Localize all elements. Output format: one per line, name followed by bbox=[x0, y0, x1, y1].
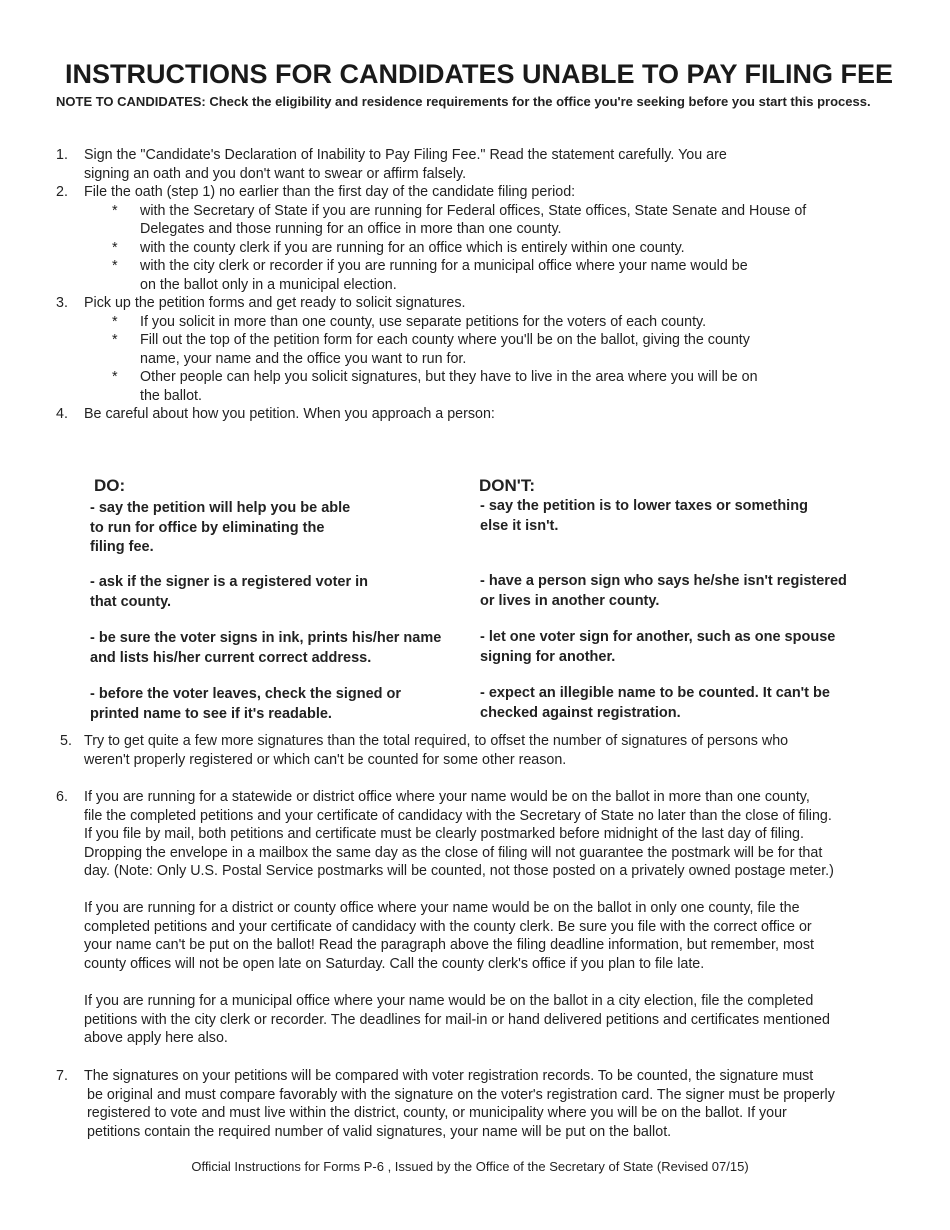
do-item-1 bbox=[90, 499, 350, 558]
dont-line: - have a person sign who says he/she isn't registered bbox=[480, 573, 847, 589]
item-text: Pick up the petition forms and get ready to solicit signatures. bbox=[84, 295, 466, 311]
dont-line: - expect an illegible name to be counted. It can't be bbox=[480, 685, 830, 701]
bullet: * bbox=[112, 332, 118, 348]
do-line: that county. bbox=[90, 593, 172, 610]
do-line: printed name to see if it's readable. bbox=[90, 705, 332, 722]
note-to-candidates: NOTE TO CANDIDATES: Check the eligibility and residence requirements for the office you're seeking before you start this process. bbox=[56, 94, 871, 109]
item-6-paragraph-3 bbox=[84, 992, 830, 1048]
item-text: Sign the "Candidate's Declaration of Inability to Pay Filing Fee." Read the statement carefully. You are bbox=[84, 147, 727, 163]
do-item-3 bbox=[90, 629, 441, 668]
do-heading: DO: bbox=[94, 476, 126, 495]
bullet-text: with the Secretary of State if you are running for Federal offices, State offices, State Senate and House of bbox=[140, 202, 807, 219]
dont-line: else it isn't. bbox=[480, 517, 559, 534]
item-text: Try to get quite a few more signatures than the total required, to offset the number of signatures of persons who bbox=[84, 733, 789, 749]
dont-line: checked against registration. bbox=[480, 704, 681, 721]
paragraph-line: above apply here also. bbox=[84, 1030, 228, 1046]
dont-line: - let one voter sign for another, such as one spouse bbox=[480, 629, 836, 645]
bullet-text: Other people can help you solicit signatures, but they have to live in the area where you will be on bbox=[140, 369, 758, 385]
do-item-4 bbox=[90, 685, 401, 724]
bullet-text: If you solicit in more than one county, use separate petitions for the voters of each county. bbox=[140, 313, 707, 330]
dont-line: signing for another. bbox=[480, 648, 616, 665]
item-number: 5. bbox=[60, 733, 72, 749]
do-line: - say the petition will help you be able bbox=[90, 500, 351, 516]
paragraph-line: completed petitions and your certificate of candidacy with the county clerk. Be sure you file with the correct office or bbox=[84, 918, 812, 935]
item-text: signing an oath and you don't want to swear or affirm falsely. bbox=[84, 165, 467, 182]
do-line: and lists his/her current correct address. bbox=[90, 649, 372, 666]
dont-item-2 bbox=[480, 572, 847, 611]
dont-heading: DON'T: bbox=[479, 476, 535, 495]
paragraph-line: county offices will not be open late on Saturday. Call the county clerk's office if you plan to file late. bbox=[84, 955, 705, 972]
do-line: filing fee. bbox=[90, 539, 154, 555]
bullet-text: the ballot. bbox=[140, 387, 202, 404]
item-text: Be careful about how you petition. When you approach a person: bbox=[84, 406, 495, 422]
dont-line: or lives in another county. bbox=[480, 592, 660, 609]
do-line: - ask if the signer is a registered voter in bbox=[90, 574, 369, 590]
bullet-text: on the ballot only in a municipal election. bbox=[140, 276, 397, 293]
item-number: 4. bbox=[56, 406, 68, 422]
item-number: 7. bbox=[56, 1068, 68, 1084]
do-line: - be sure the voter signs in ink, prints his/her name bbox=[90, 630, 442, 646]
paragraph-line: Dropping the envelope in a mailbox the same day as the close of filing will not guarantee the postmark will be for that bbox=[84, 844, 823, 861]
item-number: 6. bbox=[56, 789, 68, 805]
bullet: * bbox=[112, 369, 118, 385]
page-title: INSTRUCTIONS FOR CANDIDATES UNABLE TO PAY FILING FEE bbox=[64, 59, 894, 89]
do-line: to run for office by eliminating the bbox=[90, 519, 325, 536]
dont-item-3 bbox=[480, 628, 835, 667]
bullet: * bbox=[112, 313, 118, 330]
dont-item-1 bbox=[480, 497, 808, 536]
paragraph-line: petitions with the city clerk or recorder. The deadlines for mail-in or hand delivered petitions and certificates mentioned bbox=[84, 1011, 830, 1028]
paragraph-line: registered to vote and must live within the district, county, or municipality where you will be on the ballot. If your bbox=[87, 1105, 787, 1121]
paragraph-line: If you are running for a statewide or district office where your name would be on the ballot in more than one county, bbox=[84, 789, 810, 805]
paragraph-line: be original and must compare favorably with the signature on the voter's registration card. The signer must be properly bbox=[87, 1086, 835, 1103]
bullet: * bbox=[112, 239, 118, 256]
paragraph-line: If you are running for a district or county office where your name would be on the ballot in only one county, file the bbox=[84, 900, 800, 916]
dont-line: - say the petition is to lower taxes or something bbox=[480, 498, 808, 514]
item-number: 2. bbox=[56, 184, 68, 200]
dont-item-4 bbox=[480, 684, 830, 723]
item-6-paragraph-2 bbox=[84, 899, 814, 973]
paragraph-line: If you are running for a municipal office where your name would be on the ballot in a city election, file the completed bbox=[84, 993, 814, 1009]
item-number: 1. bbox=[56, 147, 68, 163]
paragraph-line: The signatures on your petitions will be compared with voter registration records. To be counted, the signature must bbox=[84, 1068, 814, 1084]
bullet: * bbox=[112, 258, 118, 274]
paragraph-line: petitions contain the required number of valid signatures, your name will be put on the ballot. bbox=[87, 1123, 672, 1140]
bullet-text: Fill out the top of the petition form for each county where you'll be on the ballot, giving the county bbox=[140, 332, 750, 348]
item-7-paragraph bbox=[84, 1067, 835, 1141]
bullet-text: with the county clerk if you are running for an office which is entirely within one county. bbox=[140, 239, 685, 256]
bullet-text: name, your name and the office you want to run for. bbox=[140, 350, 467, 367]
do-line: - before the voter leaves, check the signed or bbox=[90, 686, 402, 702]
do-item-2 bbox=[90, 573, 368, 612]
paragraph-line: day. (Note: Only U.S. Postal Service postmarks will be counted, not those posted on a privately owned postage meter.) bbox=[84, 863, 834, 879]
bullet: * bbox=[112, 202, 118, 219]
page-footer: Official Instructions for Forms P-6 , Issued by the Office of the Secretary of State (Revised 07/15) bbox=[191, 1159, 749, 1174]
paragraph-line: If you file by mail, both petitions and certificate must be clearly postmarked before midnight of the last day of filing. bbox=[84, 826, 804, 842]
bullet-text: Delegates and those running for an office in more than one county. bbox=[140, 221, 562, 237]
paragraph-line: file the completed petitions and your certificate of candidacy with the Secretary of State no later than the close of filing. bbox=[84, 807, 832, 824]
paragraph-line: your name can't be put on the ballot! Read the paragraph above the filing deadline information, but remember, most bbox=[84, 937, 814, 953]
bullet-text: with the city clerk or recorder if you are running for a municipal office where your name would be bbox=[140, 258, 748, 274]
item-text: File the oath (step 1) no earlier than the first day of the candidate filing period: bbox=[84, 184, 576, 200]
item-text: weren't properly registered or which can't be counted for some other reason. bbox=[84, 751, 567, 768]
item-number: 3. bbox=[56, 295, 68, 311]
item-6-paragraph-1 bbox=[84, 788, 834, 881]
